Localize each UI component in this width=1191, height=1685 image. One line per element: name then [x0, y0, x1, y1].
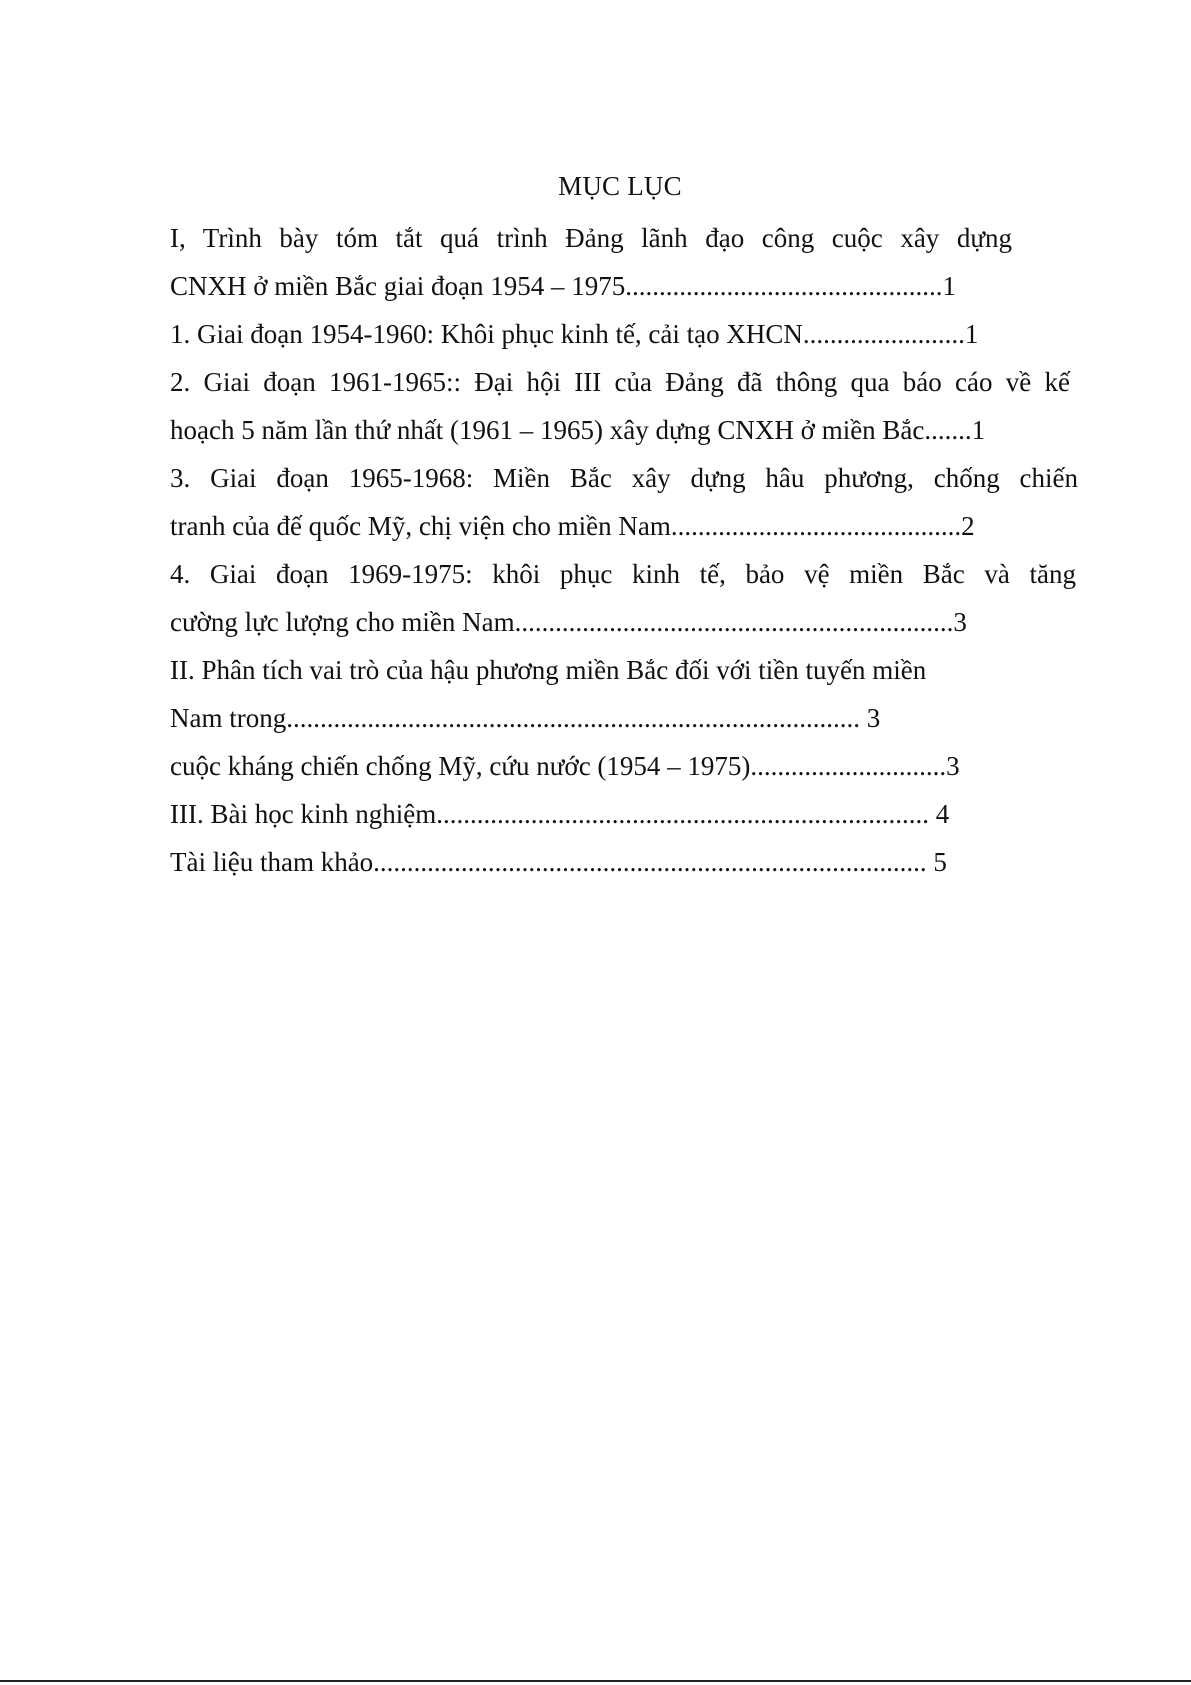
- toc-entry-3-line-2: hoạch 5 năm lần thứ nhất (1961 – 1965) xây dựng CNXH ở miền Bắc.......1: [170, 415, 986, 445]
- toc-entry-8-line-1: III. Bài học kinh nghiệm......................................................................... 4: [170, 799, 950, 829]
- toc-entry-1-line-1: I, Trình bày tóm tắt quá trình Đảng lãnh đạo công cuộc xây dựng: [170, 223, 1012, 253]
- toc-entry-7-line-1: cuộc kháng chiến chống Mỹ, cứu nước (1954 – 1975).............................3: [170, 751, 960, 781]
- toc-entry-1-line-2: CNXH ở miền Bắc giai đoạn 1954 – 1975...............................................1: [170, 271, 956, 301]
- toc-entry-5-line-1: 4. Giai đoạn 1969-1975: khôi phục kinh tế, bảo vệ miền Bắc và tăng: [170, 559, 1076, 589]
- toc-entry-5-line-2: cường lực lượng cho miền Nam.................................................................3: [170, 607, 967, 637]
- toc-entry-6-line-2: Nam trong..................................................................................... 3: [170, 703, 881, 733]
- toc-entry-4-line-2: tranh của đế quốc Mỹ, chị viện cho miền Nam...........................................2: [170, 511, 975, 541]
- toc-title: MỤC LỤC: [558, 171, 682, 201]
- toc-entry-3-line-1: 2. Giai đoạn 1961-1965:: Đại hội III của Đảng đã thông qua báo cáo về kế: [170, 367, 1070, 397]
- page-bottom-divider: [0, 1680, 1191, 1682]
- toc-entry-2-line-1: 1. Giai đoạn 1954-1960: Khôi phục kinh tế, cải tạo XHCN........................1: [170, 319, 979, 349]
- toc-entry-9-line-1: Tài liệu tham khảo.................................................................................. 5: [170, 847, 947, 877]
- toc-entry-4-line-1: 3. Giai đoạn 1965-1968: Miền Bắc xây dựng hâu phương, chống chiến: [170, 463, 1078, 493]
- toc-entry-6-line-1: II. Phân tích vai trò của hậu phương miền Bắc đối với tiền tuyến miền: [170, 655, 927, 685]
